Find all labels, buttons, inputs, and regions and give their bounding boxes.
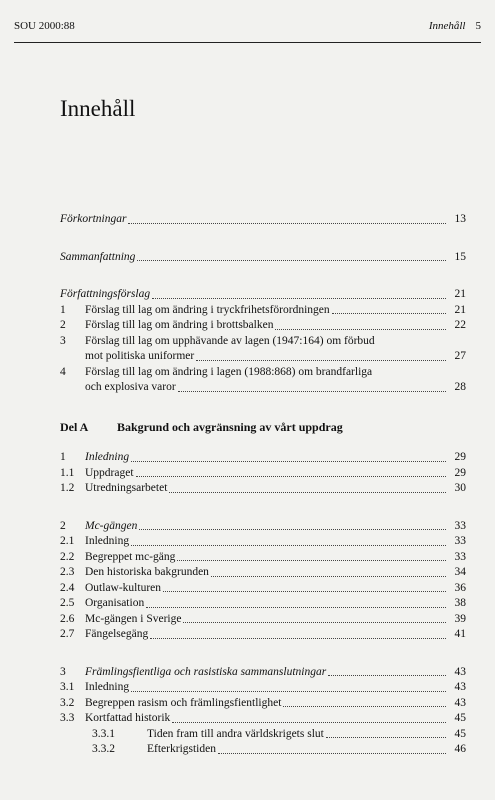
toc-entry-label: Mc-gängen i Sverige [85, 612, 182, 625]
toc-entry-page: 36 [454, 581, 466, 594]
header-section [429, 20, 481, 32]
dot-leader [211, 576, 446, 577]
toc-entry-label: Efterkrigstiden [147, 743, 216, 755]
toc-entry-page: 38 [454, 597, 466, 609]
toc-entry-page: 34 [454, 566, 466, 578]
toc-entry-page: 28 [454, 381, 466, 393]
dot-leader [196, 360, 446, 361]
toc-chapter-entry[interactable] [60, 627, 466, 643]
toc-entry-number: 1.2 [60, 482, 75, 494]
dot-leader [137, 260, 446, 261]
toc-entry-number: 3.3.1 [92, 727, 115, 740]
toc-entry-number: 2.6 [60, 612, 75, 625]
toc-entry-label-line2: mot politiska uniformer [85, 350, 195, 362]
toc-entry-label: Utredningsarbetet [85, 482, 168, 494]
toc-entry-label: Författningsförslag [60, 288, 151, 300]
toc-entry-page: 41 [454, 628, 466, 640]
toc-entry-label-line1: Förslag till lag om upphävande av lagen (1947:164) om förbud [85, 334, 375, 347]
toc-entry-label-line1: Förslag till lag om ändring i lagen (1988:868) om brandfarliga [85, 365, 373, 378]
running-header [14, 20, 481, 32]
dot-leader [328, 675, 446, 676]
header-page-number: 5 [475, 20, 481, 32]
toc-entry-forslag-4[interactable] [60, 365, 466, 396]
dot-leader [131, 461, 446, 462]
toc-entry-label: Förslag till lag om ändring i tryckfrihetsförordningen [85, 303, 330, 316]
toc-chapter-entry[interactable] [60, 534, 466, 550]
toc-entry-page: 45 [454, 712, 466, 724]
toc-entry-number: 1 [60, 451, 66, 463]
toc-chapter-entry[interactable] [60, 450, 466, 466]
dot-leader [131, 545, 446, 546]
toc-entry-forslag-1[interactable] [60, 303, 466, 319]
toc-entry-label: Inledning [85, 681, 130, 693]
toc-chapter-entry[interactable] [60, 696, 466, 712]
toc-entry-page: 43 [454, 696, 466, 709]
toc-entry-page: 29 [454, 466, 466, 479]
dot-leader [218, 753, 446, 754]
toc-entry-number: 1.1 [60, 466, 75, 479]
dot-leader [178, 391, 446, 392]
dot-leader [283, 706, 446, 707]
toc-chapter-entry[interactable] [60, 565, 466, 581]
dot-leader [139, 529, 446, 530]
toc-entry-number: 2.2 [60, 550, 75, 563]
toc-entry-number: 2.5 [60, 597, 75, 609]
dot-leader [183, 622, 446, 623]
toc-entry-page: 43 [454, 665, 466, 678]
toc-chapter-entry[interactable] [60, 665, 466, 681]
toc-entry-number: 3 [60, 334, 66, 347]
toc-chapter-entry[interactable] [60, 519, 466, 535]
toc-chapter-entry[interactable] [60, 742, 466, 758]
toc-entry-label-line2: och explosiva varor [85, 381, 176, 393]
toc-entry-page: 13 [454, 213, 466, 225]
toc-entry-page: 27 [454, 350, 466, 362]
toc-chapter-entry[interactable] [60, 727, 466, 743]
toc-entry-label: Organisation [85, 597, 145, 609]
toc-entry-number: 2.4 [60, 581, 75, 594]
dot-leader [163, 591, 446, 592]
dot-leader [275, 329, 446, 330]
toc-entry-number: 1 [60, 303, 66, 316]
toc-entry-label: Inledning [85, 535, 130, 547]
dot-leader [152, 298, 446, 299]
toc-entry-label: Tiden fram till andra världskrigets slut [147, 727, 324, 740]
dot-leader [172, 722, 446, 723]
toc-entry-number: 2 [60, 519, 66, 532]
toc-entry-forslag-2[interactable] [60, 318, 466, 334]
toc-entry-page: 43 [454, 681, 466, 693]
part-prefix: Del A [60, 420, 89, 434]
part-title: Bakgrund och avgränsning av vårt uppdrag [117, 420, 343, 434]
toc-chapter-entry[interactable] [60, 481, 466, 497]
toc-entry-number: 3.3 [60, 712, 75, 724]
dot-leader [150, 638, 446, 639]
toc-entry-page: 21 [454, 288, 466, 300]
toc-entry-label: Begreppen rasism och främlingsfientlighet [85, 696, 282, 709]
toc-entry-label: Inledning [85, 451, 130, 463]
dot-leader [146, 607, 446, 608]
toc-entry-label: Mc-gängen [85, 519, 138, 532]
toc-entry-page: 21 [454, 303, 466, 316]
toc-entry-page: 33 [454, 519, 466, 532]
toc-chapter-entry[interactable] [60, 612, 466, 628]
toc-entry-number: 3.2 [60, 696, 75, 709]
toc-entry-page: 30 [454, 482, 466, 494]
toc-entry-number: 2 [60, 319, 66, 331]
toc-part-a-heading [60, 418, 466, 436]
toc-entry-label: Förkortningar [60, 213, 127, 225]
toc-entry-page: 45 [454, 727, 466, 740]
toc-entry-label: Kortfattad historik [85, 712, 171, 724]
toc-entry-number: 3.3.2 [92, 743, 115, 755]
toc-chapter-entry[interactable] [60, 581, 466, 597]
dot-leader [169, 492, 446, 493]
toc-entry-label: Den historiska bakgrunden [85, 566, 209, 578]
part-heading[interactable] [60, 420, 466, 436]
dot-leader [131, 691, 446, 692]
toc-chapter-entry[interactable] [60, 466, 466, 482]
toc-entry-page: 15 [454, 250, 466, 263]
toc-entry-label: Främlingsfientliga och rasistiska sammanslutningar [85, 665, 327, 678]
toc-entry-page: 22 [454, 319, 466, 331]
header-report-id: SOU 2000:88 [14, 20, 75, 32]
toc-entry-forfattningsforslag[interactable] [60, 287, 466, 303]
toc-chapter-list [60, 450, 466, 758]
toc-entry-page: 33 [454, 550, 466, 563]
toc-front-matter [60, 212, 466, 396]
toc-entry-number: 3 [60, 665, 66, 678]
dot-leader [128, 223, 446, 224]
page-title: Innehåll [60, 96, 136, 121]
dot-leader [326, 737, 446, 738]
toc-entry-label: Uppdraget [85, 466, 134, 479]
toc-chapter-entry[interactable] [60, 680, 466, 696]
toc-entry-page: 39 [454, 612, 466, 625]
toc-entry-forslag-3[interactable] [60, 334, 466, 365]
toc-entry-number: 2.3 [60, 566, 75, 578]
toc-entry-number: 4 [60, 365, 66, 378]
toc-entry-number: 2.1 [60, 535, 75, 547]
toc-entry-forkortningar[interactable] [60, 212, 466, 228]
toc-entry-page: 33 [454, 535, 466, 547]
header-section-title: Innehåll [428, 20, 466, 32]
toc-entry-number: 3.1 [60, 681, 75, 693]
toc-chapter-entry[interactable] [60, 711, 466, 727]
toc-entry-label: Begreppet mc-gäng [85, 550, 176, 563]
toc-chapter-entry[interactable] [60, 596, 466, 612]
toc-entry-number: 2.7 [60, 628, 75, 640]
toc-entry-sammanfattning[interactable] [60, 250, 466, 266]
dot-leader [136, 476, 446, 477]
toc-entry-label: Förslag till lag om ändring i brottsbalken [85, 319, 274, 331]
toc-entry-label: Fängelsegäng [85, 628, 149, 640]
toc-entry-label: Outlaw-kulturen [85, 581, 162, 594]
header-rule [14, 42, 481, 43]
toc-chapter-entry[interactable] [60, 550, 466, 566]
dot-leader [332, 313, 446, 314]
toc-entry-label: Sammanfattning [60, 250, 136, 263]
toc-entry-page: 29 [454, 451, 466, 463]
toc-entry-page: 46 [454, 743, 466, 755]
dot-leader [177, 560, 446, 561]
